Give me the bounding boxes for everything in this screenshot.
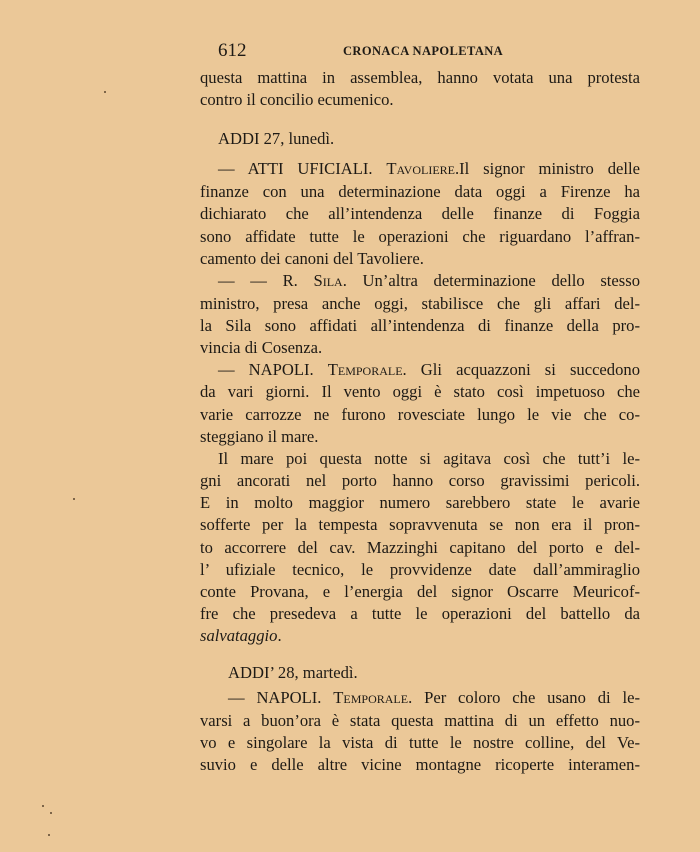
- text-line: — NAPOLI. Temporale. Per coloro che usano di le-: [228, 688, 640, 707]
- text-line: la Sila sono affidati all’intendenza di finanze della pro-: [200, 316, 640, 335]
- paper-speck: [104, 91, 106, 93]
- text-line: suvio e delle altre vicine montagne ricoperte interamen-: [200, 755, 640, 774]
- text-line: ministro, presa anche oggi, stabilisce che gli affari del-: [200, 294, 640, 313]
- date-heading: ADDI 27, lunedì.: [218, 129, 335, 148]
- paper-speck: [42, 805, 44, 807]
- section-label: Tavoliere.: [386, 159, 460, 178]
- text-line: — NAPOLI. Temporale. Gli acquazzoni si succedono: [218, 360, 640, 379]
- text-line: vincia di Cosenza.: [200, 338, 323, 357]
- page-number: 612: [218, 40, 247, 61]
- text-line: l’ ufiziale tecnico, le provvidenze date dall’ammiraglio: [200, 560, 640, 579]
- date-heading: ADDI’ 28, martedì.: [228, 663, 358, 682]
- text-line: Il mare poi questa notte si agitava così che tutt’i le-: [218, 449, 640, 468]
- italic-word: salvataggio: [200, 626, 278, 645]
- paper-speck: [50, 812, 52, 814]
- section-label: Temporale.: [327, 360, 407, 379]
- section-label: Temporale.: [333, 688, 413, 707]
- text-line: vo e singolare la vista di tutte le nostre colline, del Ve-: [200, 733, 640, 752]
- text-line: contro il concilio ecumenico.: [200, 90, 394, 109]
- running-title: CRONACA NAPOLETANA: [343, 44, 504, 58]
- text-line: da vari giorni. Il vento oggi è stato così impetuoso che: [200, 382, 640, 401]
- text-line: — — R. Sila. Un’altra determinazione dello stesso: [218, 271, 640, 290]
- text-line: gni ancorati nel porto hanno corso gravissimi pericoli.: [200, 471, 640, 490]
- text-line: to accorrere del cav. Mazzinghi capitano del porto e del-: [200, 538, 640, 557]
- paper-speck: [48, 834, 50, 836]
- text-line: conte Provana, e l’energia del signor Oscarre Meuricof-: [200, 582, 640, 601]
- text-line: dichiarato che all’intendenza delle finanze di Foggia: [200, 204, 640, 223]
- text-line: sono affidate tutte le operazioni che riguardano l’affran-: [200, 227, 640, 246]
- text-line: — ATTI UFICIALI. Tavoliere.Il signor ministro delle: [218, 159, 640, 178]
- paper-speck: [73, 498, 75, 500]
- text-line: questa mattina in assemblea, hanno votata una protesta: [200, 68, 640, 87]
- text-line: varsi a buon’ora è stata questa mattina di un effetto nuo-: [200, 711, 640, 730]
- text-line: E in molto maggior numero sarebbero state le avarie: [200, 493, 640, 512]
- page-header: [200, 40, 640, 64]
- text-line: finanze con una determinazione data oggi a Firenze ha: [200, 182, 640, 201]
- text-line: sofferte per la tempesta sopravvenuta se non era il pron-: [200, 515, 640, 534]
- text-line: camento dei canoni del Tavoliere.: [200, 249, 424, 268]
- text-line: steggiano il mare.: [200, 427, 319, 446]
- section-label: Sila.: [313, 271, 347, 290]
- text-line: salvataggio.: [200, 626, 282, 645]
- text-line: varie carrozze ne furono rovesciate lungo le vie che co-: [200, 405, 640, 424]
- text-line: fre che presedeva a tutte le operazioni del battello da: [200, 604, 640, 623]
